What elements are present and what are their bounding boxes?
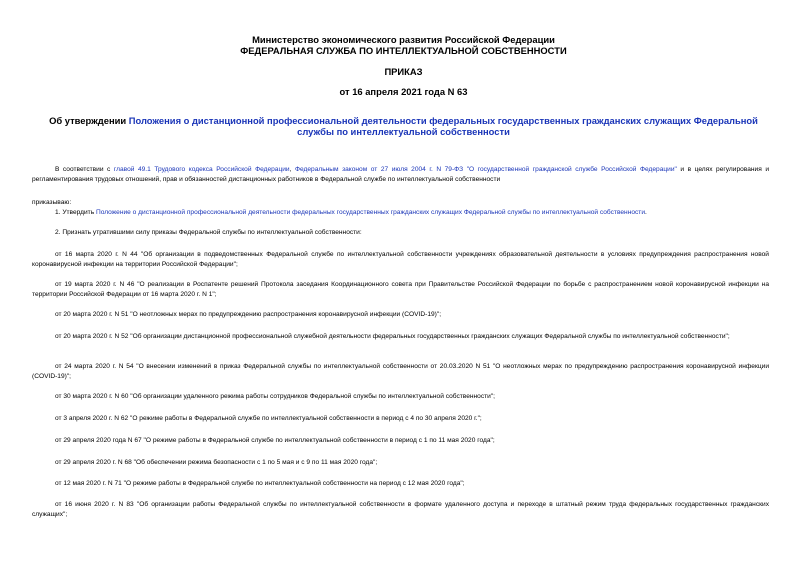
federal-law-link[interactable]: Федеральным законом от 27 июля 2004 г. N 79-ФЗ "О государственной гражданской службе Российской Федерации" xyxy=(294,166,677,173)
title-regulation-link[interactable]: Положения о дистанционной профессиональной деятельности федеральных государственных гражданских служащих Федеральной службы по интеллектуальной собственности xyxy=(128,115,758,137)
ministry-name: Министерство экономического развития Российской Федерации xyxy=(252,34,555,45)
order-word: приказываю: xyxy=(32,199,72,206)
order-item: от 3 апреля 2020 г. N 62 "О режиме работы в Федеральной службе по интеллектуальной собственности в период с 4 по 30 апреля 2020 г."; xyxy=(55,415,482,422)
intro-text-3: и в целях регулирования и регламентирования трудовых отношений, прав и обязанностей дистанционных работников в Федеральной службе по интеллектуальной собственности xyxy=(32,166,770,183)
labor-code-link[interactable]: главой 49.1 Трудового кодекса Российской Федерации xyxy=(113,166,290,173)
order-item: от 29 апреля 2020 г. N 68 "Об обеспечении режима безопасности с 1 по 5 мая и с 9 по 11 мая 2020 года"; xyxy=(55,459,378,466)
document-date-number: от 16 апреля 2021 года N 63 xyxy=(339,86,468,97)
regulation-link[interactable]: Положение о дистанционной профессиональной деятельности федеральных государственных гражданских служащих Федеральной службы по интеллектуальной собственности xyxy=(95,209,645,216)
order-item: от 19 марта 2020 г. N 46 "О реализации в Роспатенте решений Протокола заседания Координационного совета при Правительстве Российской Федерации по борьбе с распространением новой коронавирусной инфекции на территории Российской Федерации от 16 марта 2020 г. N 1"; xyxy=(32,281,769,298)
service-name: ФЕДЕРАЛЬНАЯ СЛУЖБА ПО ИНТЕЛЛЕКТУАЛЬНОЙ СОБСТВЕННОСТИ xyxy=(240,45,567,56)
order-item: от 20 марта 2020 г. N 51 "О неотложных мерах по предупреждению распространения коронавирусной инфекции (COVID-19)"; xyxy=(55,311,442,318)
order-item: от 24 марта 2020 г. N 54 "О внесении изменений в приказ Федеральной службы по интеллектуальной собственности от 20.03.2020 N 51 "О неотложных мерах по предупреждению распространения коронавирусной инфекции (COVID-19)"; xyxy=(32,363,769,380)
title-prefix: Об утверждении xyxy=(49,115,129,126)
order-item: от 12 мая 2020 г. N 71 "О режиме работы в Федеральной службе по интеллектуальной собственности на период с 12 мая 2020 года"; xyxy=(55,480,465,487)
item-1-prefix: 1. Утвердить xyxy=(55,209,96,216)
order-item: от 16 июня 2020 г. N 83 "Об организации работы Федеральной службы по интеллектуальной собственности в формате удаленного доступа и переходе в штатный режим труда федеральных государственных гражданских служащих"; xyxy=(32,501,769,518)
order-item: от 20 марта 2020 г. N 52 "Об организации дистанционной профессиональной служебной деятельности федеральных государственных гражданских служащих Федеральной службы по интеллектуальной собственности"; xyxy=(55,333,730,340)
order-item: от 29 апреля 2020 года N 67 "О режиме работы в Федеральной службе по интеллектуальной собственности в период с 1 по 11 мая 2020 года"; xyxy=(55,437,495,444)
document-title xyxy=(30,115,777,137)
item-1-suffix: . xyxy=(645,209,647,216)
intro-paragraph xyxy=(32,165,769,184)
intro-text-2: , xyxy=(289,166,295,173)
item-1 xyxy=(55,208,769,218)
intro-text-1: В соответствии с xyxy=(55,166,114,173)
document-type: ПРИКАЗ xyxy=(384,66,423,77)
item-2: 2. Признать утратившими силу приказы Федеральной службы по интеллектуальной собственности: xyxy=(55,229,362,236)
order-item: от 30 марта 2020 г. N 60 "Об организации удаленного режима работы сотрудников Федеральной службы по интеллектуальной собственности"; xyxy=(55,393,496,400)
order-item: от 16 марта 2020 г. N 44 "Об организации в подведомственных Федеральной службе по интеллектуальной собственности учреждениях образовательной деятельности в условиях предупреждения распространения новой коронавирусной инфекции на территории Российской Федерации"; xyxy=(32,251,769,268)
